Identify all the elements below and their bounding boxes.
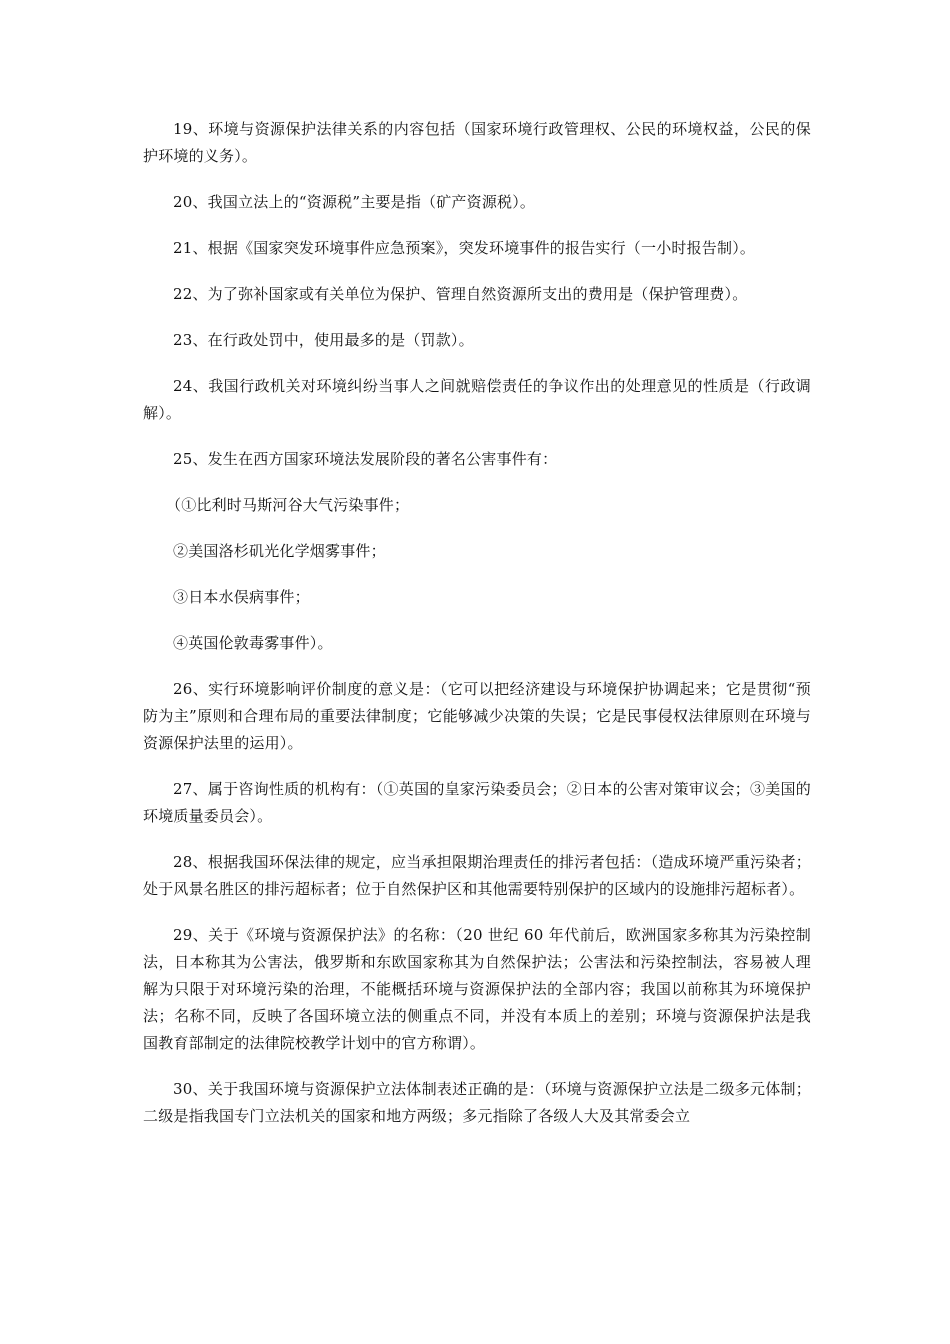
event-item-4: ④英国伦敦毒雾事件）。 [173, 634, 333, 652]
event-item-1: （①比利时马斯河谷大气污染事件； [166, 496, 410, 514]
document-body [143, 116, 811, 1149]
paragraph-23: 23、在行政处罚中，使用最多的是（罚款）。 [173, 331, 474, 349]
paragraph-26: 26、实行环境影响评价制度的意义是：（它可以把经济建设与环境保护协调起来；它是贯彻“预防为主”原则和合理布局的重要法律制度；它能够减少决策的失误；它是民事侵权法律原则在环境与资源保护法里的运用）。 [143, 680, 811, 752]
paragraph-24: 24、我国行政机关对环境纠纷当事人之间就赔偿责任的争议作出的处理意见的性质是（行政调解）。 [143, 377, 811, 422]
paragraph-20: 20、我国立法上的“资源税”主要是指（矿产资源税）。 [173, 193, 536, 211]
paragraph-28: 28、根据我国环保法律的规定，应当承担限期治理责任的排污者包括：（造成环境严重污染者；处于风景名胜区的排污超标者；位于自然保护区和其他需要特别保护的区域内的设施排污超标者）。 [143, 853, 811, 898]
event-item-3: ③日本水俣病事件； [173, 588, 310, 606]
paragraph-21: 21、根据《国家突发环境事件应急预案》，突发环境事件的报告实行（一小时报告制）。 [173, 239, 756, 257]
event-item-2: ②美国洛杉矶光化学烟雾事件； [173, 542, 386, 560]
paragraph-29: 29、关于《环境与资源保护法》的名称：（20 世纪 60 年代前后，欧洲国家多称其为污染控制法，日本称其为公害法，俄罗斯和东欧国家称其为自然保护法；公害法和污染控制法，容易被人理解为只限于对环境污染的治理，不能概括环境与资源保护法的全部内容；我国以前称其为环境保护法；名称不同，反映了各国环境立法的侧重点不同，并没有本质上的差别；环境与资源保护法是我国教育部制定的法律院校教学计划中的官方称谓）。 [143, 926, 811, 1052]
paragraph-27: 27、属于咨询性质的机构有：（①英国的皇家污染委员会；②日本的公害对策审议会；③美国的环境质量委员会）。 [143, 780, 811, 825]
paragraph-30: 30、关于我国环境与资源保护立法体制表述正确的是：（环境与资源保护立法是二级多元体制；二级是指我国专门立法机关的国家和地方两级；多元指除了各级人大及其常委会立 [143, 1080, 811, 1125]
paragraph-19: 19、环境与资源保护法律关系的内容包括（国家环境行政管理权、公民的环境权益，公民的保护环境的义务）。 [143, 120, 811, 165]
paragraph-25: 25、发生在西方国家环境法发展阶段的著名公害事件有： [173, 450, 558, 468]
paragraph-22: 22、为了弥补国家或有关单位为保护、管理自然资源所支出的费用是（保护管理费）。 [173, 285, 748, 303]
